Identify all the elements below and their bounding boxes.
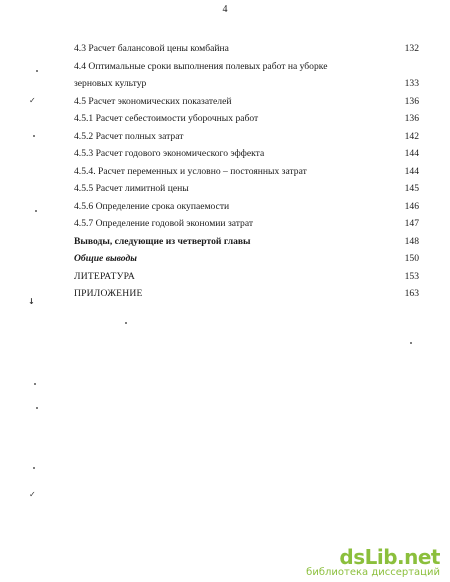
toc-entry-title: 4.5.2 Расчет полных затрат bbox=[74, 130, 184, 142]
toc-entry bbox=[74, 215, 419, 233]
toc-entry-title: 4.5.5 Расчет лимитной цены bbox=[74, 183, 189, 194]
toc-entry-page: 136 bbox=[404, 95, 419, 107]
toc-entry-title: 4.4 Оптимальные сроки выполнения полевых работ на уборке зерновых культур bbox=[74, 60, 328, 89]
page-number: 4 bbox=[222, 4, 228, 15]
toc-entry-page: 145 bbox=[404, 183, 419, 194]
toc-entry-title: Выводы, следующие из четвертой главы bbox=[74, 235, 251, 247]
toc-entry bbox=[74, 285, 419, 303]
scan-dot bbox=[33, 467, 35, 469]
toc-entry-page: 150 bbox=[404, 253, 419, 264]
toc-entry-title: 4.5.6 Определение срока окупаемости bbox=[74, 200, 230, 212]
toc-entry bbox=[74, 93, 419, 111]
toc-entry-title: 4.5.7 Определение годовой экономии затрат bbox=[74, 218, 254, 229]
watermark-subtitle: библиотека диссертаций bbox=[306, 567, 440, 578]
toc-entry bbox=[74, 180, 419, 198]
scan-dot bbox=[33, 135, 35, 137]
toc-entry-title: 4.5.3 Расчет годового экономического эффекта bbox=[74, 148, 265, 159]
toc-entry bbox=[74, 110, 419, 128]
scan-mark: ✓ bbox=[29, 96, 36, 105]
scan-dot bbox=[34, 383, 36, 385]
toc-entry bbox=[74, 250, 419, 268]
toc-entry-page: 146 bbox=[404, 200, 419, 212]
toc-entry-title: Общие выводы bbox=[74, 253, 137, 264]
toc-entry bbox=[74, 128, 419, 146]
toc-entry-page: 163 bbox=[404, 288, 419, 299]
watermark-logo: dsLib.net bbox=[339, 545, 440, 569]
scan-dot bbox=[125, 322, 127, 324]
toc-entry-title: 4.5.1 Расчет себестоимости уборочных работ bbox=[74, 113, 259, 124]
scan-dot bbox=[35, 210, 37, 212]
toc-entry bbox=[74, 58, 419, 93]
toc-entry-page: 147 bbox=[404, 218, 419, 229]
toc-entry-title: 4.3 Расчет балансовой цены комбайна bbox=[74, 43, 229, 54]
toc-entry bbox=[74, 233, 419, 251]
toc-entry-page: 148 bbox=[404, 235, 419, 247]
toc-entry-title: ПРИЛОЖЕНИЕ bbox=[74, 288, 143, 299]
scan-mark: ↓ bbox=[28, 297, 35, 306]
toc-entry-page: 144 bbox=[404, 148, 419, 159]
toc-entry-page: 136 bbox=[404, 113, 419, 124]
toc-entry-title: ЛИТЕРАТУРА bbox=[74, 270, 136, 282]
scan-mark: ✓ bbox=[29, 490, 36, 499]
scan-dot bbox=[36, 70, 38, 72]
toc-entry-page: 142 bbox=[404, 130, 419, 142]
toc-entry bbox=[74, 145, 419, 163]
scan-dot bbox=[36, 407, 38, 409]
table-of-contents bbox=[74, 40, 419, 303]
toc-entry-page: 153 bbox=[404, 270, 419, 282]
toc-entry bbox=[74, 198, 419, 216]
toc-entry-title: 4.5 Расчет экономических показателей bbox=[74, 95, 232, 107]
toc-entry bbox=[74, 163, 419, 181]
scan-dot bbox=[410, 342, 412, 344]
toc-entry-page: 144 bbox=[404, 165, 419, 177]
toc-entry-title: 4.5.4. Расчет переменных и условно – постоянных затрат bbox=[74, 165, 307, 177]
toc-entry-page: 132 bbox=[404, 43, 419, 54]
toc-entry bbox=[74, 40, 419, 58]
watermark bbox=[306, 545, 440, 578]
toc-entry bbox=[74, 268, 419, 286]
toc-entry-page: 133 bbox=[404, 78, 419, 89]
